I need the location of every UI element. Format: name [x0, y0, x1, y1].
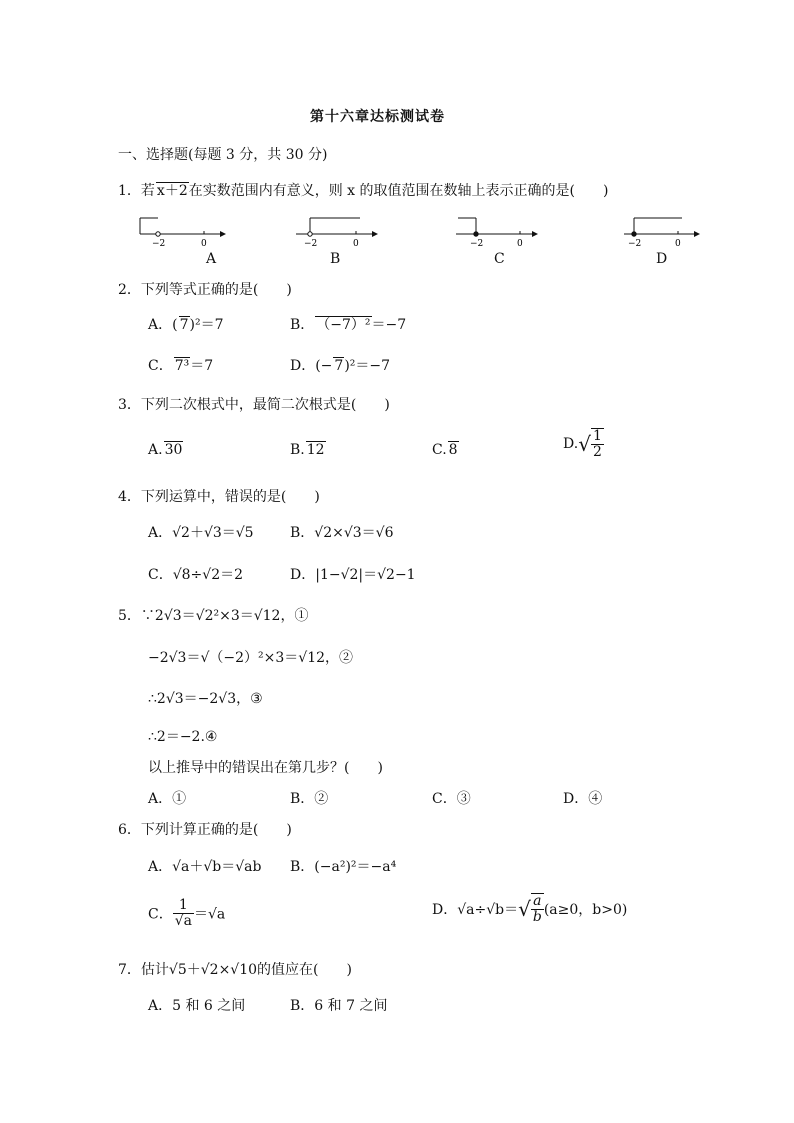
option-a-label: A	[206, 251, 217, 267]
q1-prefix: 1．若	[118, 183, 155, 199]
number-line-b	[290, 212, 390, 252]
q4-option-a: A．√2＋√3＝√5	[148, 525, 254, 541]
q5-option-b: B．②	[290, 791, 329, 807]
question-6: 6．下列计算正确的是( )	[118, 822, 292, 838]
question-7: 7．估计√5＋√2×√10的值应在( )	[118, 962, 352, 978]
q3-option-a: A. 30	[148, 442, 183, 458]
q3-option-b: B. 12	[290, 442, 325, 458]
page-title: 第十六章达标测试卷	[310, 109, 445, 125]
q4-option-b: B．√2×√3＝√6	[290, 525, 394, 541]
section-heading: 一、选择题(每题 3 分，共 30 分)	[118, 147, 328, 163]
number-line-a	[130, 212, 230, 252]
q6-option-c: C． $\frac{1}{√a}$ ＝√a	[148, 897, 226, 929]
q2-option-a: A．( 7)²＝7	[148, 317, 224, 333]
tick-neg2: −2	[470, 239, 484, 249]
tick-neg2: −2	[628, 239, 642, 249]
q2-option-b: B． （−7）²＝−7	[290, 317, 407, 333]
tick-zero: 0	[201, 239, 207, 249]
q2-option-d: D．(− 7)²＝−7	[290, 358, 391, 374]
tick-zero: 0	[517, 239, 523, 249]
question-5-line-3: ∴2√3＝−2√3，③	[148, 691, 263, 707]
number-line-d	[618, 212, 718, 252]
q5-option-c: C．③	[432, 791, 471, 807]
q2-option-c: C． 7³＝7	[148, 358, 214, 374]
q6-option-d: D．√a÷√b＝√ $\frac{a}{b}$ (a≥0，b>0)	[432, 893, 628, 925]
tick-zero: 0	[353, 239, 359, 249]
option-c-label: C	[494, 251, 505, 267]
number-line-c	[450, 212, 550, 252]
q7-option-b: B．6 和 7 之间	[290, 998, 388, 1014]
question-5-line-4: ∴2＝−2.④	[148, 729, 218, 745]
question-5-line-2: −2√3＝√（−2）²×3＝√12，②	[148, 650, 354, 666]
question-1	[118, 182, 608, 200]
question-5-stem: 以上推导中的错误出在第几步？( )	[148, 760, 383, 776]
question-3: 3．下列二次根式中，最简二次根式是( )	[118, 397, 390, 413]
q5-option-a: A．①	[148, 791, 187, 807]
q3-option-c: C. 8	[432, 442, 458, 458]
question-4: 4．下列运算中，错误的是( )	[118, 489, 320, 505]
q1-radical: x＋2	[156, 183, 188, 199]
question-2: 2．下列等式正确的是( )	[118, 282, 292, 298]
tick-neg2: −2	[304, 239, 318, 249]
q5-option-d: D．④	[563, 791, 603, 807]
q3-option-d: D.√ $\frac{1}{2}$	[563, 428, 602, 460]
q1-text: 在实数范围内有意义，则 x 的取值范围在数轴上表示正确的是( )	[188, 183, 609, 199]
q4-option-c: C．√8÷√2＝2	[148, 567, 244, 583]
question-5-line-1: 5．∵2√3＝√2²×3＝√12，①	[118, 608, 309, 624]
q4-option-d: D．|1−√2|＝√2−1	[290, 567, 416, 583]
q6-option-b: B．(−a²)²＝−a⁴	[290, 859, 397, 875]
option-d-label: D	[656, 251, 668, 267]
q6-option-a: A．√a＋√b＝√ab	[148, 859, 262, 875]
option-b-label: B	[330, 251, 341, 267]
q7-option-a: A．5 和 6 之间	[148, 998, 246, 1014]
tick-zero: 0	[675, 239, 681, 249]
tick-neg2: −2	[152, 239, 166, 249]
